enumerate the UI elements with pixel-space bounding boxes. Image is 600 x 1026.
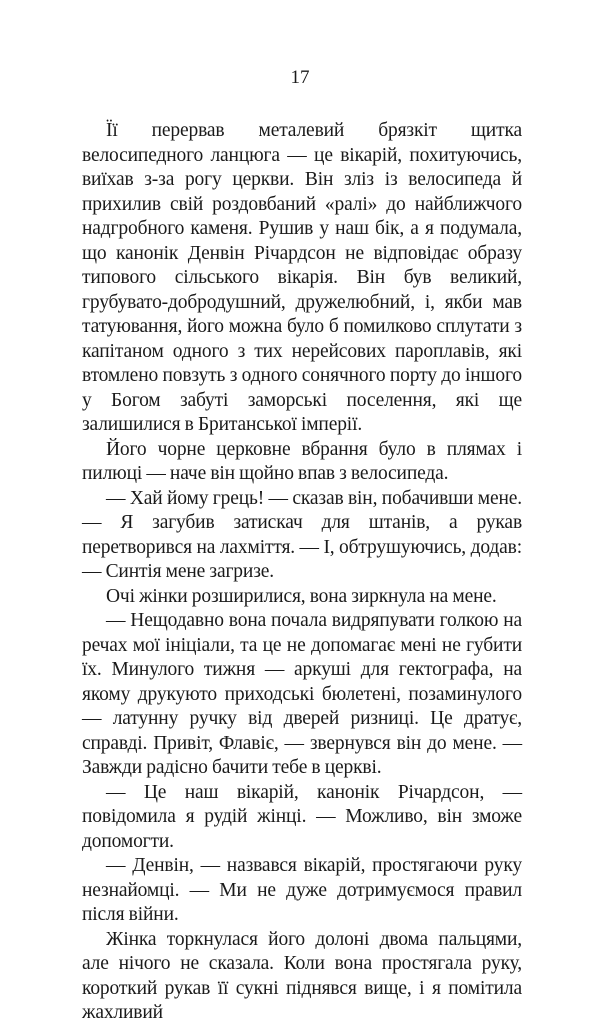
paragraph: Його чорне церковне вбрання було в плямах і пилюці — наче він щойно впав з велосипеда. (82, 438, 522, 484)
paragraph: Очі жінки розширилися, вона зиркнула на мене. (106, 585, 497, 607)
paragraph: Її перервав металевий брязкіт щитка велосипедного ланцюга — це вікарій, похитуючись, виїхав з-за рогу церкви. Він зліз із велосипеда й прихилив свій роздовбаний «ралі» до найближчого надгробного каменя. Рушив у наш бік, а я подумала, що канонік Денвін Річардсон не відповідає образу типового сільського вікарія. Він був великий, грубувато-добродушний, дружелюбний, і, якби мав татуювання, його можна було б помилково сплутати з капітаном одного з тих нерейсових пароплавів, які втомлено повзуть з одного сонячного порту до іншого у Богом забуті заморські поселення, які ще залишилися в Британської імперії. (82, 120, 522, 435)
paragraph: — Це наш вікарій, канонік Річардсон, — повідомила я рудій жінці. — Можливо, він зможе допомогти. (82, 781, 522, 852)
paragraph: — Хай йому грець! — сказав він, побачивши мене. — Я загубив затискач для штанів, а рукав перетворився на лахміття. — І, обтрушуючись, додав: — Синтія мене загризе. (82, 487, 522, 582)
paragraph: Жінка торкнулася його долоні двома пальцями, але нічого не сказала. Коли вона простягала руку, короткий рукав її сукні піднявся вище, і я помітила жахливий (82, 928, 522, 1023)
text-body (82, 119, 522, 1026)
paragraph: — Нещодавно вона почала видряпувати голкою на речах мої ініціали, та це не допомагає мені не губити їх. Минулого тижня — аркуші для гектографа, на якому друкуюто приходські бюлетені, позаминулого — латунну ручку від дверей ризниці. Це дратує, справді. Привіт, Флавіє, — звернувся він до мене. — Завжди радісно бачити тебе в церкві. (82, 610, 522, 778)
paragraph: — Денвін, — назвався вікарій, простягаючи руку незнайомці. — Ми не дуже дотримуємося правил після війни. (82, 855, 522, 925)
page-number: 17 (290, 67, 310, 88)
